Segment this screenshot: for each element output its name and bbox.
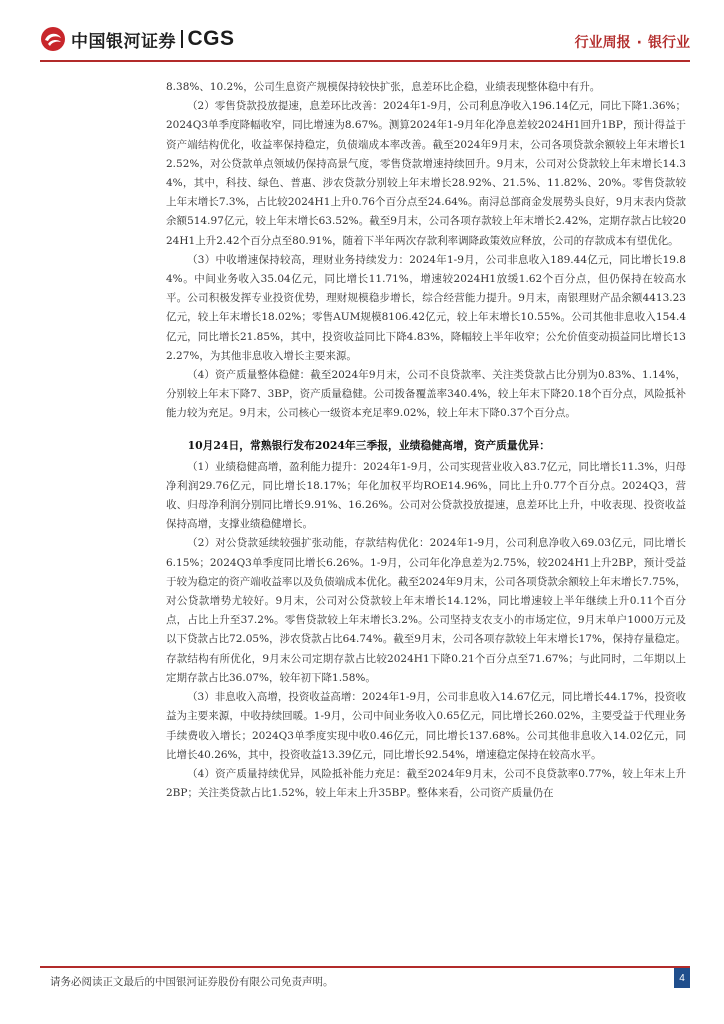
section-heading: 10月24日，常熟银行发布2024年三季报，业绩稳健高增，资产质量优异： xyxy=(187,438,551,452)
paragraph: 8.38%、10.2%，公司生息资产规模保持较快扩张，息差环比企稳，业绩表现整体稳中有升。 xyxy=(166,81,601,93)
page-number: 4 xyxy=(674,968,690,988)
paragraph: （2）对公贷款延续较强扩张动能，存款结构优化：2024年1-9月，公司利息净收入69.03亿元，同比增长6.15%；2024Q3单季度同比增长6.26%。1-9月，公司年化净息差为2.75%，较2024H1上升2BP，预计受益于较为稳定的资产端收益率以及负债端成本优化。截至2024年9月末，公司各项贷款余额较上年末增长7.75%，对公贷款增势尤较好。9月末，公司对公贷款较上年末增长14.12%，同比增速较上半年继续上升0.11个百分点，占比上升至37.2%。零售贷款较上年末增长3.2%。公司坚持支农支小的市场定位，9月末单户1000万元及以下贷款占比72.05%，涉农贷款占比64.74%。截至9月末，公司各项存款较上年末增长17%，保持存量稳定。存款结构有所优化，9月末公司定期存款占比较2024H1下降0.21个百分点至71.67%；与此同时，二年期以上定期存款占比36.07%，较年初下降1.58%。 xyxy=(166,537,686,684)
report-body xyxy=(166,78,686,803)
company-logo xyxy=(40,26,235,52)
industry-name: 银行业 xyxy=(648,35,690,51)
page-header xyxy=(0,0,724,78)
report-category xyxy=(575,32,690,52)
paragraph: （1）业绩稳健高增，盈利能力提升：2024年1-9月，公司实现营业收入83.7亿元，同比增长11.3%，归母净利润29.76亿元，同比增长18.17%；年化加权平均ROE14.96%，同比上升0.77个百分点。2024Q3，营收、归母净利润分别同比增长9.91%、16.26%。公司对公贷款投放提速，息差环比上升，中收表现、投资收益保持高增，支撑业绩稳健增长。 xyxy=(166,460,686,531)
paragraph: （3）非息收入高增，投资收益高增：2024年1-9月，公司非息收入14.67亿元，同比增长44.17%，投资收益为主要来源，中收持续回暖。1-9月，公司中间业务收入0.65亿元，同比增长260.02%，主要受益于代理业务手续费收入增长；2024Q3单季度实现中收0.46亿元，同比增长137.68%。公司其他非息收入14.02亿元，同比增长40.26%，其中，投资收益13.39亿元，同比增长92.54%，增速稳定保持在较高水平。 xyxy=(166,691,686,761)
paragraph: （3）中收增速保持较高，理财业务持续发力：2024年1-9月，公司非息收入189.44亿元，同比增长19.84%。中间业务收入35.04亿元，同比增长11.71%，增速较2024H1放缓1.62个百分点，但仍保持在较高水平。公司积极发挥专业投资优势，理财规模稳步增长，综合经营能力提升。9月末，南银理财产品余额4413.23亿元，较上年末增长18.02%；零售AUM规模8106.42亿元，较上年末增长10.55%。公司其他非息收入154.4亿元，同比增长21.85%，其中，投资收益同比下降4.83%，降幅较上半年收窄；公允价值变动损益同比增长132.27%，为其他非息收入增长主要来源。 xyxy=(166,253,686,362)
header-divider xyxy=(40,60,690,62)
logo-divider xyxy=(181,30,183,48)
report-type: 行业周报 xyxy=(574,35,631,51)
paragraph: （4）资产质量整体稳健：截至2024年9月末，公司不良贷款率、关注类贷款占比分别为0.83%、1.14%，分别较上年末下降7、3BP，资产质量稳健。公司拨备覆盖率340.4%，较上年末下降20.18个百分点，风险抵补能力较为充足。9月末，公司核心一级资本充足率9.02%，较上年末下降0.37个百分点。 xyxy=(166,369,686,420)
cgs-logo-icon xyxy=(40,26,66,52)
footer-divider xyxy=(40,966,690,968)
paragraph: （2）零售贷款投放提速，息差环比改善：2024年1-9月，公司利息净收入196.14亿元，同比下降1.36%；2024Q3单季度降幅收窄，同比增速为8.67%。测算2024年1-9月年化净息差较2024H1回升1BP，预计得益于资产端结构优化，收益率保持稳定，负债端成本率改善。截至2024年9月末，公司各项贷款余额较上年末增长12.52%，对公贷款单点领域仍保持高景气度，零售贷款增速持续回升。9月末，公司对公贷款较上年末增长14.34%，其中，科技、绿色、普惠、涉农贷款分别较上年末增长28.92%、21.5%、11.82%、20%。零售贷款较上年末增长7.3%，占比较2024H1上升0.76个百分点至24.64%。南浔总部商金发展势头良好，9月末表内贷款余额514.97亿元，较上年末增长63.52%。截至9月末，公司各项存款较上年末增长2.42%，定期存款占比较2024H1上升2.42个百分点至80.91%，随着下半年两次存款利率调降政策效应释放，公司的存款成本有望优化。 xyxy=(166,100,686,247)
footer-disclaimer: 请务必阅读正文最后的中国银河证券股份有限公司免责声明。 xyxy=(50,976,334,988)
logo-chinese-name: 中国银河证券 xyxy=(71,31,176,52)
logo-english-name: CGS xyxy=(187,27,235,50)
category-separator: · xyxy=(636,35,642,51)
paragraph: （4）资产质量持续优异，风险抵补能力充足：截至2024年9月末，公司不良贷款率0.77%，较上年末上升2BP；关注类贷款占比1.52%，较上年末上升35BP。整体来看，公司资产质量仍在 xyxy=(166,767,686,800)
